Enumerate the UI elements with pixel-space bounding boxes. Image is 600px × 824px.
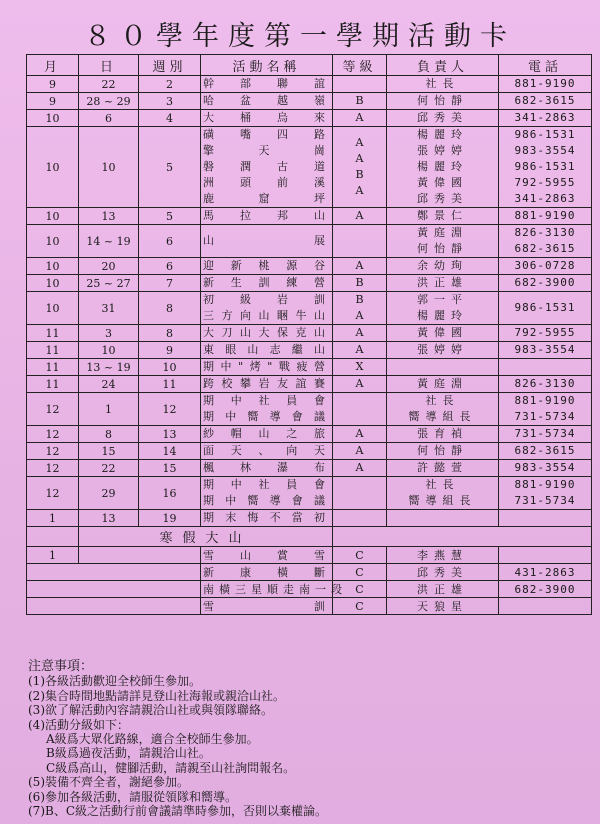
person-cell — [387, 426, 499, 443]
day-cell: 22 — [79, 76, 139, 93]
level-cell-line: A — [355, 152, 364, 165]
phone-cell-line: 986-1531 — [514, 160, 576, 173]
note-line: A級爲大眾化路線，適合全校師生參加。 — [46, 732, 259, 747]
level-cell — [333, 443, 387, 460]
activity-cell-line: 期中嚮導會議 — [203, 410, 330, 423]
person-cell — [387, 258, 499, 275]
table-row — [27, 376, 592, 393]
level-cell — [333, 477, 387, 510]
phone-cell-line: 986-1531 — [514, 301, 576, 314]
activity-cell — [201, 477, 333, 510]
activity-cell: 新康橫斷 — [201, 564, 333, 581]
schedule-table — [26, 54, 592, 615]
phone-cell — [499, 127, 592, 208]
person-cell-line: 黃庭淵 — [417, 377, 468, 390]
table-row — [27, 110, 592, 127]
week-cell: 19 — [139, 510, 201, 527]
day-cell: 22 — [79, 460, 139, 477]
person-cell-line: 洪正雄 — [417, 276, 468, 289]
activity-cell — [201, 359, 333, 376]
week-cell: 2 — [139, 76, 201, 93]
month-cell: 10 — [27, 292, 79, 325]
table-row — [27, 292, 592, 325]
person-cell — [387, 225, 499, 258]
table-row — [27, 325, 592, 342]
activity-cell-line: 哈盆越嶺 — [203, 94, 330, 107]
week-cell: 13 — [139, 426, 201, 443]
day-cell: 6 — [79, 110, 139, 127]
level-cell — [333, 393, 387, 426]
level-cell — [333, 258, 387, 275]
col-header-week: 週別 — [139, 55, 201, 76]
level-cell: C — [333, 581, 387, 598]
month-cell: 10 — [27, 275, 79, 292]
activity-cell-line: 磐潤古道 — [203, 160, 330, 173]
table-row — [27, 460, 592, 477]
holiday-header-row — [27, 527, 592, 547]
note-line: (6)參加各級活動，請服從領隊和嚮導。 — [28, 789, 237, 804]
phone-cell-line: 986-1531 — [514, 128, 576, 141]
person-cell-line: 郭一平 — [417, 293, 468, 306]
table-row — [27, 443, 592, 460]
level-cell — [333, 76, 387, 93]
table-row — [27, 275, 592, 292]
level-cell-line: B — [355, 94, 364, 107]
activity-cell — [201, 376, 333, 393]
level-cell — [333, 127, 387, 208]
day-cell: 10 — [79, 342, 139, 359]
person-cell-line: 張育禎 — [417, 427, 468, 440]
col-header-phone: 電話 — [499, 55, 592, 76]
phone-cell — [499, 258, 592, 275]
table-row — [27, 393, 592, 426]
holiday-blank-cells — [27, 581, 201, 598]
phone-cell-line: 881-9190 — [514, 209, 576, 222]
day-cell: 13 ~ 19 — [79, 359, 139, 376]
level-cell: C — [333, 598, 387, 615]
activity-cell-line: 期中社員會 — [203, 394, 330, 407]
person-cell-line: 何怡靜 — [417, 444, 468, 457]
phone-cell: 682-3900 — [499, 581, 592, 598]
activity-cell — [201, 225, 333, 258]
activity-cell-line: 東眼山志繼山 — [203, 343, 330, 356]
col-header-activity: 活動名稱 — [201, 55, 333, 76]
week-cell: 3 — [139, 93, 201, 110]
note-line: (2)集合時間地點請詳見登山社海報或親洽山社。 — [28, 688, 285, 703]
person-cell — [387, 342, 499, 359]
col-header-month: 月 — [27, 55, 79, 76]
activity-cell — [201, 208, 333, 225]
schedule-body — [27, 76, 592, 615]
person-cell — [387, 510, 499, 527]
month-cell: 12 — [27, 443, 79, 460]
table-row — [27, 359, 592, 376]
activity-cell-line: 大刀山大保克山 — [203, 326, 330, 339]
activity-cell-line: 鹿窟坪 — [203, 192, 330, 205]
person-cell — [387, 127, 499, 208]
day-cell: 28 ~ 29 — [79, 93, 139, 110]
week-cell: 6 — [139, 225, 201, 258]
person-cell — [387, 393, 499, 426]
person-cell — [387, 275, 499, 292]
month-cell: 10 — [27, 258, 79, 275]
activity-cell — [201, 110, 333, 127]
day-cell: 1 — [79, 393, 139, 426]
level-cell-line: X — [355, 360, 364, 373]
phone-cell — [499, 110, 592, 127]
level-cell — [333, 510, 387, 527]
day-cell: 20 — [79, 258, 139, 275]
activity-cell — [201, 76, 333, 93]
phone-cell — [499, 292, 592, 325]
activity-cell-line: 楓林瀑布 — [203, 461, 330, 474]
day-cell: 13 — [79, 208, 139, 225]
person-cell — [387, 477, 499, 510]
person-cell — [387, 443, 499, 460]
activity-cell — [201, 93, 333, 110]
month-cell: 11 — [27, 342, 79, 359]
activity-cell-line: 面天、向天 — [203, 444, 330, 457]
month-cell: 10 — [27, 127, 79, 208]
week-cell: 6 — [139, 258, 201, 275]
col-header-day: 日 — [79, 55, 139, 76]
activity-cell — [201, 460, 333, 477]
phone-cell-line: 983-3554 — [514, 461, 576, 474]
phone-cell-line: 792-5955 — [514, 326, 576, 339]
note-line: B級爲過夜活動，請親洽山社。 — [46, 746, 211, 761]
phone-cell-line: 731-5734 — [514, 427, 576, 440]
level-cell-line: A — [355, 309, 364, 322]
person-cell — [387, 93, 499, 110]
level-cell — [333, 325, 387, 342]
person-cell: 李燕慧 — [387, 547, 499, 564]
holiday-month-cell: 1 — [27, 547, 79, 564]
phone-cell — [499, 477, 592, 510]
activity-cell-line: 紗帽山之旅 — [203, 427, 330, 440]
phone-cell — [499, 443, 592, 460]
week-cell: 12 — [139, 393, 201, 426]
level-cell: C — [333, 564, 387, 581]
phone-cell-line: 881-9190 — [514, 394, 576, 407]
day-cell: 25 ~ 27 — [79, 275, 139, 292]
phone-cell: 431-2863 — [499, 564, 592, 581]
day-cell: 8 — [79, 426, 139, 443]
phone-cell — [499, 359, 592, 376]
person-cell — [387, 208, 499, 225]
person-cell-line: 黃庭淵 — [417, 226, 468, 239]
day-cell: 15 — [79, 443, 139, 460]
person-cell-line: 張婷婷 — [417, 144, 468, 157]
week-cell: 15 — [139, 460, 201, 477]
week-cell: 8 — [139, 325, 201, 342]
level-cell — [333, 342, 387, 359]
person-cell-line: 黃偉國 — [417, 176, 468, 189]
level-cell — [333, 93, 387, 110]
level-cell-line: A — [355, 259, 364, 272]
month-cell: 12 — [27, 460, 79, 477]
table-row — [27, 93, 592, 110]
activity-cell: 南橫三星順走南一段 — [201, 581, 333, 598]
month-cell: 1 — [27, 510, 79, 527]
level-cell — [333, 292, 387, 325]
activity-cell-line: 初級岩訓 — [203, 293, 330, 306]
person-cell-line: 何怡靜 — [417, 242, 468, 255]
day-cell: 31 — [79, 292, 139, 325]
card-title: ８０學年度第一學期活動卡 — [84, 21, 516, 52]
activity-cell — [201, 393, 333, 426]
person-cell-line: 邱秀美 — [417, 111, 468, 124]
person-cell: 洪正雄 — [387, 581, 499, 598]
table-row — [27, 127, 592, 208]
phone-cell — [499, 460, 592, 477]
phone-cell — [499, 376, 592, 393]
activity-cell — [201, 127, 333, 208]
phone-cell — [499, 426, 592, 443]
holiday-row — [27, 598, 592, 615]
day-cell: 29 — [79, 477, 139, 510]
phone-cell — [499, 93, 592, 110]
person-cell — [387, 292, 499, 325]
activity-cell — [201, 443, 333, 460]
day-cell: 24 — [79, 376, 139, 393]
activity-cell: 雪山賞雪 — [201, 547, 333, 564]
note-line: (1)各級活動歡迎全校師生參加。 — [28, 674, 201, 689]
phone-cell-line: 792-5955 — [514, 176, 576, 189]
phone-cell-line: 731-5734 — [514, 410, 576, 423]
phone-cell — [499, 598, 592, 615]
activity-cell: 雪訓 — [201, 598, 333, 615]
phone-cell-line: 881-9190 — [514, 77, 576, 90]
day-cell: 3 — [79, 325, 139, 342]
level-cell — [333, 426, 387, 443]
holiday-month-blank — [27, 527, 79, 547]
person-cell-line: 社長 — [425, 394, 460, 407]
week-cell: 16 — [139, 477, 201, 510]
phone-cell-line: 341-2863 — [514, 192, 576, 205]
level-cell-line: A — [355, 444, 364, 457]
person-cell-line: 楊麗玲 — [417, 128, 468, 141]
activity-cell-line: 新生訓練營 — [203, 276, 330, 289]
phone-cell — [499, 275, 592, 292]
table-row — [27, 76, 592, 93]
level-cell — [333, 376, 387, 393]
person-cell-line: 社長 — [425, 77, 460, 90]
activity-cell-line: 擎天崗 — [203, 144, 330, 157]
phone-cell — [499, 510, 592, 527]
week-cell: 11 — [139, 376, 201, 393]
level-cell: C — [333, 547, 387, 564]
person-cell — [387, 460, 499, 477]
table-row — [27, 258, 592, 275]
level-cell-line: B — [355, 293, 364, 306]
person-cell: 邱秀美 — [387, 564, 499, 581]
month-cell: 12 — [27, 477, 79, 510]
table-row — [27, 342, 592, 359]
level-cell — [333, 208, 387, 225]
phone-cell-line: 682-3615 — [514, 242, 576, 255]
level-cell-line: A — [355, 326, 364, 339]
level-cell-line: A — [355, 427, 364, 440]
week-cell: 5 — [139, 127, 201, 208]
phone-cell — [499, 325, 592, 342]
table-row — [27, 208, 592, 225]
person-cell-line: 鄭景仁 — [417, 209, 468, 222]
activity-cell — [201, 510, 333, 527]
activity-cell-line: 大桶烏來 — [203, 111, 330, 124]
level-cell-line: A — [355, 343, 364, 356]
phone-cell-line: 341-2863 — [514, 111, 576, 124]
phone-cell-line: 983-3554 — [514, 144, 576, 157]
month-cell: 10 — [27, 208, 79, 225]
activity-cell-line: 跨校攀岩友誼賽 — [203, 377, 330, 390]
week-cell: 9 — [139, 342, 201, 359]
month-cell: 12 — [27, 426, 79, 443]
holiday-label: 寒假大山 — [79, 527, 333, 547]
table-row — [27, 225, 592, 258]
month-cell: 9 — [27, 76, 79, 93]
activity-cell-line: 期末悔不當初 — [203, 511, 330, 524]
level-cell — [333, 110, 387, 127]
level-cell-line: A — [355, 184, 364, 197]
activity-cell — [201, 292, 333, 325]
holiday-row — [27, 581, 592, 598]
level-cell — [333, 225, 387, 258]
phone-cell-line: 881-9190 — [514, 478, 576, 491]
phone-cell-line: 306-0728 — [514, 259, 576, 272]
level-cell-line: A — [355, 461, 364, 474]
person-cell-line: 邱秀美 — [417, 192, 468, 205]
table-row — [27, 510, 592, 527]
phone-cell — [499, 342, 592, 359]
day-cell: 14 ~ 19 — [79, 225, 139, 258]
day-cell: 13 — [79, 510, 139, 527]
month-cell: 11 — [27, 376, 79, 393]
phone-cell — [499, 547, 592, 564]
day-cell: 10 — [79, 127, 139, 208]
note-line: (7)B、C級之活動行前會議請準時參加，否則以棄權論。 — [28, 804, 328, 819]
note-line: (5)裝備不齊全者，謝絕參加。 — [28, 775, 189, 790]
month-cell: 9 — [27, 93, 79, 110]
activity-cell-line: 洲頭前溪 — [203, 176, 330, 189]
week-cell: 8 — [139, 292, 201, 325]
person-cell-line: 嚮導組長 — [408, 494, 477, 507]
person-cell — [387, 110, 499, 127]
activity-cell-line: 期中"烤"戰疲營 — [203, 360, 330, 373]
level-cell-line: A — [355, 111, 364, 124]
activity-cell-line: 幹部聯誼 — [203, 77, 330, 90]
holiday-blank — [333, 527, 592, 547]
phone-cell-line: 826-3130 — [514, 377, 576, 390]
notes-section — [28, 660, 588, 818]
holiday-blank-cells — [27, 564, 201, 581]
level-cell — [333, 275, 387, 292]
activity-cell — [201, 426, 333, 443]
activity-cell — [201, 258, 333, 275]
holiday-blank-cells — [27, 598, 201, 615]
person-cell-line: 余幼珣 — [417, 259, 468, 272]
holiday-day-week-blank — [79, 547, 201, 564]
person-cell-line: 何怡靜 — [417, 94, 468, 107]
phone-cell — [499, 208, 592, 225]
phone-cell — [499, 225, 592, 258]
activity-cell — [201, 275, 333, 292]
activity-cell-line: 期中社員會 — [203, 478, 330, 491]
activity-cell — [201, 325, 333, 342]
person-cell-line: 嚮導組長 — [408, 410, 477, 423]
activity-cell-line: 三方向山睏牛山 — [203, 309, 330, 322]
week-cell: 7 — [139, 275, 201, 292]
note-line: C級爲高山，健腳活動，請親至山社詢問報名。 — [46, 760, 296, 775]
week-cell: 14 — [139, 443, 201, 460]
level-cell-line: B — [355, 276, 364, 289]
table-row — [27, 426, 592, 443]
level-cell — [333, 460, 387, 477]
notes-title: 注意事項： — [28, 659, 94, 674]
note-line: (3)欲了解活動內容請親洽山社或與領隊聯絡。 — [28, 703, 273, 718]
week-cell: 4 — [139, 110, 201, 127]
person-cell-line: 楊麗玲 — [417, 160, 468, 173]
month-cell: 12 — [27, 393, 79, 426]
col-header-level: 等級 — [333, 55, 387, 76]
month-cell: 11 — [27, 359, 79, 376]
phone-cell-line: 983-3554 — [514, 343, 576, 356]
activity-cell-line: 山展 — [203, 234, 330, 247]
person-cell — [387, 76, 499, 93]
activity-cell-line: 期中嚮導會議 — [203, 494, 330, 507]
week-cell: 10 — [139, 359, 201, 376]
phone-cell-line: 731-5734 — [514, 494, 576, 507]
person-cell-line: 許懿萱 — [417, 461, 468, 474]
person-cell-line: 楊麗玲 — [417, 309, 468, 322]
level-cell-line: A — [355, 377, 364, 390]
month-cell: 10 — [27, 225, 79, 258]
person-cell-line: 社長 — [425, 478, 460, 491]
note-line: (4)活動分級如下： — [28, 717, 129, 732]
level-cell-line: B — [355, 168, 364, 181]
activity-cell-line: 磺嘴四路 — [203, 128, 330, 141]
activity-cell-line: 馬拉邦山 — [203, 209, 330, 222]
col-header-person: 負責人 — [387, 55, 499, 76]
level-cell-line: A — [355, 209, 364, 222]
holiday-row — [27, 564, 592, 581]
month-cell: 11 — [27, 325, 79, 342]
activity-cell — [201, 342, 333, 359]
table-row — [27, 477, 592, 510]
activity-cell-line: 迎新桃源谷 — [203, 259, 330, 272]
month-cell: 10 — [27, 110, 79, 127]
level-cell-line: A — [355, 136, 364, 149]
phone-cell — [499, 393, 592, 426]
phone-cell-line: 682-3615 — [514, 94, 576, 107]
phone-cell-line: 682-3615 — [514, 444, 576, 457]
week-cell: 5 — [139, 208, 201, 225]
person-cell — [387, 359, 499, 376]
person-cell: 天狼星 — [387, 598, 499, 615]
person-cell-line: 張婷婷 — [417, 343, 468, 356]
person-cell-line: 黃偉國 — [417, 326, 468, 339]
phone-cell-line: 826-3130 — [514, 226, 576, 239]
phone-cell-line: 682-3900 — [514, 276, 576, 289]
holiday-row — [27, 547, 592, 564]
person-cell — [387, 325, 499, 342]
person-cell — [387, 376, 499, 393]
header-row — [27, 55, 592, 76]
phone-cell — [499, 76, 592, 93]
level-cell — [333, 359, 387, 376]
